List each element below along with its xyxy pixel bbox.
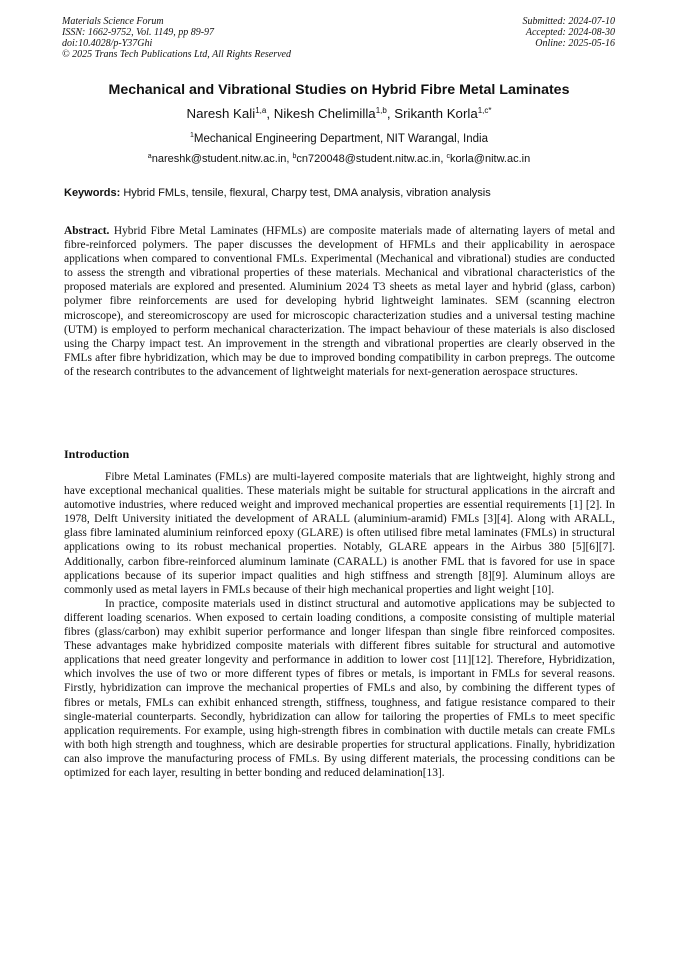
keywords-text: Hybrid FMLs, tensile, flexural, Charpy test, DMA analysis, vibration analysis <box>123 187 491 199</box>
author-name: Srikanth Korla <box>394 106 478 121</box>
abstract-label: Abstract. <box>64 225 110 237</box>
email-link[interactable]: korla@nitw.ac.in <box>449 153 531 165</box>
author-affiliation-mark: 1,b <box>375 106 387 115</box>
affiliation <box>0 132 678 145</box>
author-list: Naresh Kali$^{1,a}$, Nikesh Chelimilla$^{1,b}$, Srikanth Korla$^{1,c*}$ <box>186 106 492 121</box>
abstract-text: Hybrid Fibre Metal Laminates (HFMLs) are composite materials made of alternating layers of metal and fibre-reinforced polymers. The paper discusses the development of HFMLs and their applicability in aerospace applications when compared to conventional FMLs. Experimental (Mechanical and vibrational) studies are conducted to assess the strength and vibrational properties of these materials. Mechanical and vibrational characteristics of the proposed materials are explored and presented. Aluminium 2024 T3 sheets as metal layer and hybrid (glass, carbon) polymer fibre reinforcements are used for developing hybrid lightweight laminates. SEM (scanning electron microscope), and stereomicroscopy are used for microscopic characterization studies and a universal testing machine (UTM) is employed to perform mechanical characterization. The impact behaviour of these materials is also disclosed using the Charpy impact test. An improvement in the strength and vibrational properties are clearly observed in the FMLs after fibre hybridization, which may be due to improved bonding compatibility in carbon prepregs. The outcome of the research contributes to the advancement of lightweight materials for next-generation aerospace structures. <box>64 225 615 378</box>
publication-dates <box>523 16 616 49</box>
author-name: Nikesh Chelimilla <box>273 106 376 121</box>
body-paragraph: Fibre Metal Laminates (FMLs) are multi-layered composite materials that are lightweight, highly strong and have exceptional mechanical qualities. These materials might be suitable for structural applications in the aircraft and automotive industries, where reduced weight and improved mechanical properties are essential requirements [1] [2]. In 1978, Delft University initiated the development of ARALL (aluminium-aramid) FMLs [3][4]. Along with ARALL, glass fibre laminated aluminium reinforced epoxy (GLARE) is often utilised fibre metal laminates (FMLs) in structural applications owing to its robust mechanical properties. Notably, GLARE appears in the Airbus 380 [5][6][7]. Additionally, carbon fibre-reinforced aluminum laminate (CARALL) is another FML that is favored for use in space applications because of its superior impact qualities and high stiffness and strength [8][9]. Aluminum alloys are commonly used as metal layers in FMLs because of their high mechanical properties and light weight [10]. <box>64 471 615 596</box>
keywords-label: Keywords: <box>64 187 121 199</box>
author-affiliation-mark: 1,c* <box>477 106 492 115</box>
author-emails: $^a$nareshk@student.nitw.ac.in, $^b$cn720048@student.nitw.ac.in, $^c$korla@nitw.ac.in <box>147 153 531 165</box>
introduction-body <box>64 470 615 780</box>
doi[interactable]: doi:10.4028/p-Y37Ghi <box>62 38 153 49</box>
abstract <box>64 224 615 379</box>
affiliation-text: Mechanical Engineering Department, NIT Warangal, India <box>193 133 488 145</box>
journal-name: Materials Science Forum <box>62 16 164 27</box>
email-mark: b <box>292 153 297 160</box>
issn-volume-pages: ISSN: 1662-9752, Vol. 1149, pp 89-97 <box>62 27 215 38</box>
email-link[interactable]: nareshk@student.nitw.ac.in <box>151 153 287 165</box>
body-paragraph: In practice, composite materials used in distinct structural and automotive applications may be subjected to different loading scenarios. When exposed to certain loading conditions, a composite consisting of multiple material fibres (glass/carbon) may exhibit superior performance and longer lifespan than single fibre reinforced composites. These advantages make hybridized composite materials with different fibres suitable for structural and automotive applications that need greater longevity and performance in addition to lower cost [11][12]. Therefore, Hybridization, which involves the use of two or more different types of fibres or metals, is important in FMLs for several reasons. Firstly, hybridization can improve the mechanical properties of FMLs and also, by combining the different types of fibres or metals, FMLs can exhibit enhanced strength, stiffness, toughness, and fatigue resistance compared to their single-material counterparts. Secondly, hybridization can allow for tailoring the properties of FMLs to meet specific application requirements. For example, using high-strength fibres in combination with ductile metals can create FMLs with both high strength and toughness, which are desirable properties for structural applications. Finally, hybridization can also improve the manufacturing process of FMLs. By using different materials, the processing conditions can be optimized for each layer, resulting in better bonding and reduced delamination[13]. <box>64 597 615 779</box>
email-link[interactable]: cn720048@student.nitw.ac.in <box>296 153 441 165</box>
accepted-date: Accepted: 2024-08-30 <box>525 27 615 38</box>
paper-title: Mechanical and Vibrational Studies on Hybrid Fibre Metal Laminates <box>108 82 570 98</box>
copyright-notice: © 2025 Trans Tech Publications Ltd, All Rights Reserved <box>62 49 291 60</box>
author-name: Naresh Kali <box>186 106 256 121</box>
affiliation-mark: 1 <box>190 132 194 139</box>
keywords-line <box>64 187 616 199</box>
submitted-date: Submitted: 2024-07-10 <box>522 16 615 27</box>
email-mark: a <box>147 153 152 160</box>
author-affiliation-mark: 1,a <box>255 106 267 115</box>
section-heading-introduction: Introduction <box>64 447 130 461</box>
email-mark: c <box>446 153 450 160</box>
online-date: Online: 2025-05-16 <box>535 38 615 49</box>
journal-info <box>62 16 291 60</box>
